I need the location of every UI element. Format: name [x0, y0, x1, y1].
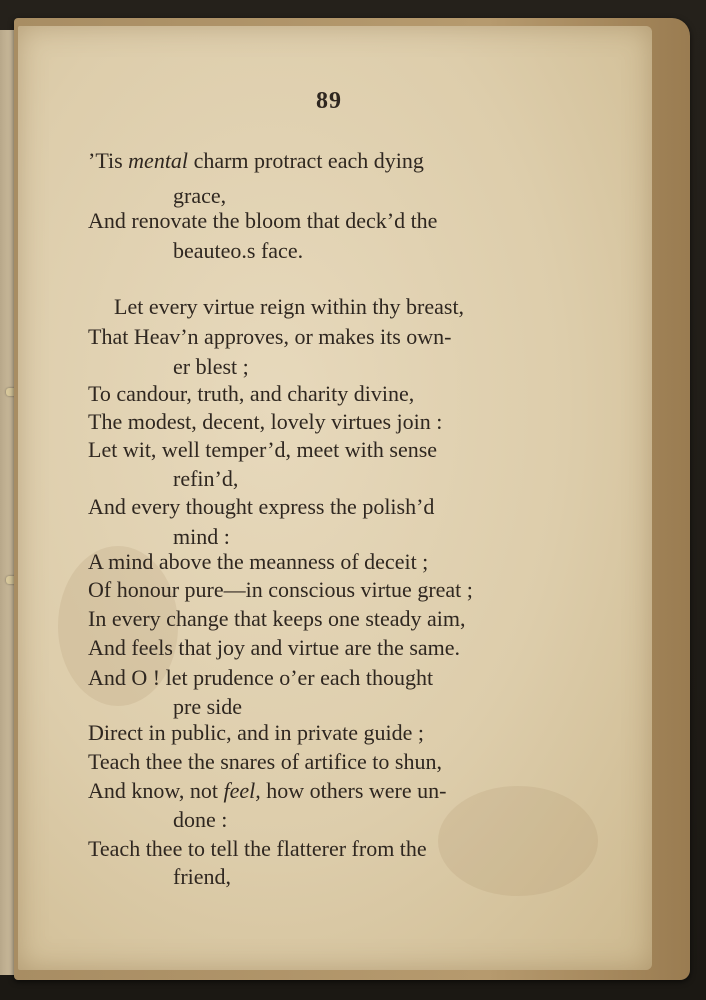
- verse-line: A mind above the meanness of deceit ;: [88, 549, 429, 574]
- verse-line: Teach thee to tell the flatterer from the: [88, 836, 427, 861]
- verse-line: Of honour pure—in conscious virtue great ;: [88, 577, 473, 602]
- verse-line: Let wit, well temper’d, meet with sense: [88, 437, 438, 462]
- verse-line-continuation: grace,: [173, 183, 227, 208]
- verse-line: Let every virtue reign within thy breast,: [114, 294, 465, 319]
- verse-line: And O ! let prudence o’er each thought: [88, 665, 434, 690]
- verse-line-continuation: pre side: [173, 694, 243, 719]
- verse-line: [88, 778, 446, 804]
- verse-line: Direct in public, and in private guide ;: [88, 720, 425, 745]
- verse-line: That Heav’n approves, or makes its own-: [88, 324, 452, 349]
- verse-line-continuation: friend,: [173, 864, 232, 889]
- verse-line: And feels that joy and virtue are the same.: [88, 635, 461, 660]
- italic-word: feel,: [223, 778, 261, 803]
- verse-line: The modest, decent, lovely virtues join :: [88, 409, 443, 434]
- line-text: ’Tis: [88, 148, 129, 173]
- italic-word: mental: [128, 148, 189, 173]
- line-text: how others were un-: [260, 778, 447, 803]
- verse-line: Teach thee the snares of artifice to shun,: [88, 749, 442, 774]
- book-page: [18, 26, 652, 970]
- verse-line: And every thought express the polish’d: [88, 494, 435, 519]
- verse-line: To candour, truth, and charity divine,: [88, 381, 415, 406]
- verse-line-continuation: done :: [173, 807, 228, 832]
- verse-line-continuation: refin’d,: [173, 466, 239, 491]
- verse-line-continuation: beauteo.s face.: [173, 238, 304, 263]
- verse-line: In every change that keeps one steady aim,: [88, 606, 466, 631]
- page-text: [18, 26, 652, 970]
- verse-line-continuation: er blest ;: [173, 354, 249, 379]
- verse-line: And renovate the bloom that deck’d the: [88, 208, 438, 233]
- verse-line: [88, 148, 424, 174]
- page-number: 89: [316, 88, 342, 114]
- verse-line-continuation: mind :: [173, 524, 230, 549]
- line-text: And know, not: [88, 778, 224, 803]
- line-text: charm protract each dying: [188, 148, 424, 173]
